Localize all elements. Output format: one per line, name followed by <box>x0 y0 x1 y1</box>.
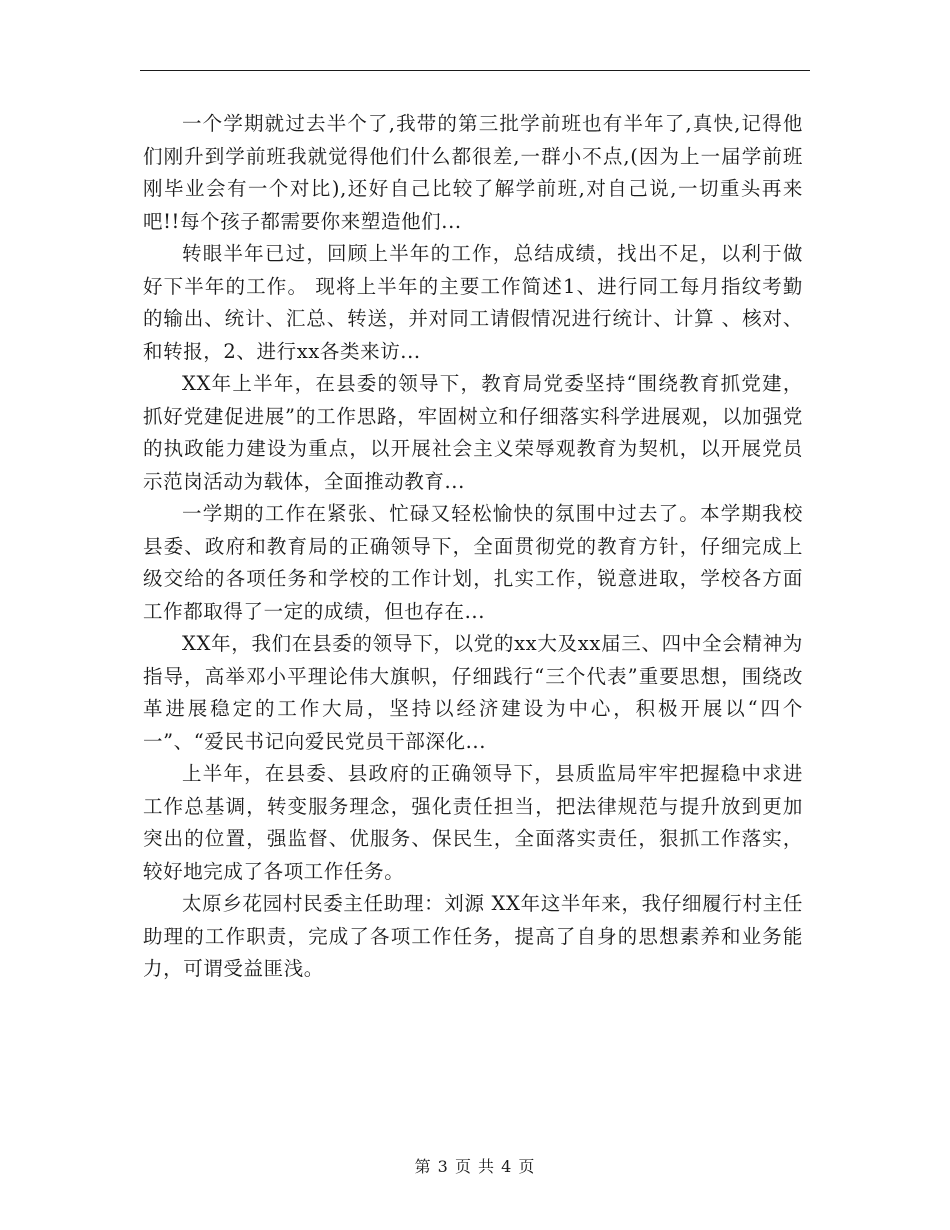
paragraph: 一学期的工作在紧张、忙碌又轻松愉快的氛围中过去了。本学期我校县委、政府和教育局的正确领导下，全面贯彻党的教育方针，仔细完成上级交给的各项任务和学校的工作计划，扎实工作，锐意进取，学校各方面工作都取得了一定的成绩，但也存在... <box>143 502 803 623</box>
paragraph: 上半年，在县委、县政府的正确领导下，县质监局牢牢把握稳中求进工作总基调，转变服务理念，强化责任担当，把法律规范与提升放到更加突出的位置，强监督、优服务、保民生，全面落实责任，狠抓工作落实，较好地完成了各项工作任务。 <box>143 762 803 883</box>
page-number: 第 3 页 共 4 页 <box>414 1157 536 1176</box>
header-rule <box>140 70 810 71</box>
paragraph: XX年上半年，在县委的领导下，教育局党委坚持“围绕教育抓党建，抓好党建促进展”的工作思路，牢固树立和仔细落实科学进展观，以加强党的执政能力建设为重点，以开展社会主义荣辱观教育为契机，以开展党员示范岗活动为载体，全面推动教育... <box>143 372 803 493</box>
paragraph: 太原乡花园村民委主任助理：刘源 XX年这半年来，我仔细履行村主任助理的工作职责，完成了各项工作任务，提高了自身的思想素养和业务能力，可谓受益匪浅。 <box>143 892 803 980</box>
paragraph: 转眼半年已过，回顾上半年的工作，总结成绩，找出不足，以利于做好下半年的工作。 现将上半年的主要工作简述1、进行同工每月指纹考勤的输出、统计、汇总、转送，并对同工请假情况进行统计、计算 、核对、和转报，2、进行xx各类来访... <box>143 242 803 363</box>
paragraph: 一个学期就过去半个了,我带的第三批学前班也有半年了,真快,记得他们刚升到学前班我就觉得他们什么都很差,一群小不点,(因为上一届学前班刚毕业会有一个对比),还好自己比较了解学前班,对自己说,一切重头再来吧!!每个孩子都需要你来塑造他们... <box>143 112 803 233</box>
paragraph: XX年，我们在县委的领导下，以党的xx大及xx届三、四中全会精神为指导，高举邓小平理论伟大旗帜，仔细践行“三个代表”重要思想，围绕改革进展稳定的工作大局，坚持以经济建设为中心，积极开展以“四个一”、“爱民书记向爱民党员干部深化... <box>143 632 803 753</box>
document-body <box>143 108 803 986</box>
page-footer <box>0 1154 950 1177</box>
